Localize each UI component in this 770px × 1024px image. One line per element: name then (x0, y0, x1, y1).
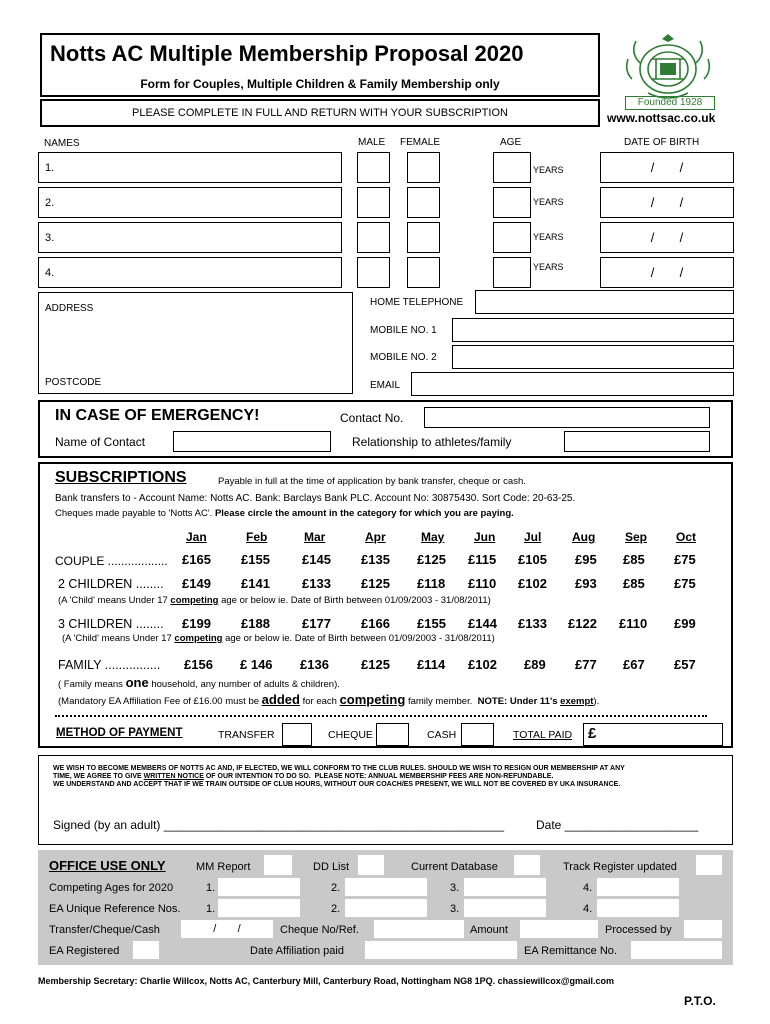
child-definition-note (58, 595, 491, 606)
ea-remittance-box[interactable] (631, 941, 722, 959)
age-box-3[interactable] (493, 222, 531, 253)
note-text: for each (299, 696, 340, 707)
contact-no-field[interactable] (424, 407, 710, 428)
address-field[interactable] (38, 292, 353, 394)
transfer-label: TRANSFER (218, 729, 275, 741)
names-header: NAMES (44, 138, 80, 149)
total-paid-field[interactable] (583, 723, 723, 746)
month-header: Apr (365, 530, 386, 544)
age-header: AGE (500, 137, 522, 148)
declaration-underlined: WRITTEN NOTICE (143, 773, 204, 780)
female-box-3[interactable] (407, 222, 440, 253)
price-cell[interactable]: £75 (674, 552, 696, 567)
cheques-payable: Cheques made payable to 'Notts AC'. (55, 508, 213, 519)
price-cell[interactable]: £93 (575, 576, 597, 591)
note-text: ( Family means (58, 679, 126, 690)
price-cell[interactable]: £118 (417, 576, 446, 591)
ea-registered-box[interactable] (133, 941, 159, 959)
years-label: YEARS (533, 262, 564, 272)
competing-ages-label: Competing Ages for 2020 (49, 882, 174, 894)
note-text: family member. (405, 696, 478, 707)
price-cell[interactable]: £114 (417, 657, 446, 672)
price-cell[interactable]: £89 (524, 657, 546, 672)
declaration-line: WE WISH TO BECOME MEMBERS OF NOTTS AC AND, IF ELECTED, WE WILL CONFORM TO THE CLUB RULES. SHOULD WE WISH TO RESIGN OUR MEMBERSHIP AT ANY (53, 765, 625, 772)
competing-age-3[interactable] (464, 878, 546, 896)
price-cell[interactable]: £102 (468, 657, 497, 672)
dob-header: DATE OF BIRTH (624, 137, 700, 148)
name-field-4[interactable] (38, 257, 342, 288)
num-label: 1. (206, 882, 216, 894)
note-text: (Mandatory EA Affiliation Fee of £16.00 must be (58, 696, 262, 707)
instruction-banner: PLEASE COMPLETE IN FULL AND RETURN WITH YOUR SUBSCRIPTION (40, 99, 600, 127)
office-use-section (38, 850, 733, 965)
month-header: Mar (304, 530, 326, 544)
date-line[interactable]: Date ____________________ (536, 818, 699, 832)
note-added: added (261, 692, 300, 707)
current-db-label: Current Database (411, 861, 498, 873)
price-cell[interactable]: £155 (417, 616, 446, 631)
price-cell[interactable]: £133 (302, 576, 331, 591)
relationship-label: Relationship to athletes/family (352, 435, 512, 449)
month-header: Jun (474, 530, 496, 544)
price-cell[interactable]: £125 (361, 657, 390, 672)
email-field[interactable] (411, 372, 734, 396)
competing-age-1[interactable] (218, 878, 300, 896)
male-box-3[interactable] (357, 222, 390, 253)
name-field-3[interactable] (38, 222, 342, 253)
mobile2-field[interactable] (452, 345, 734, 369)
bank-details: Bank transfers to - Account Name: Notts AC. Bank: Barclays Bank PLC. Account No: 30875430. Sort Code: 20-63-25. (55, 493, 576, 504)
years-label: YEARS (533, 197, 564, 207)
row-number: 4. (45, 267, 55, 279)
num-label: 4. (583, 903, 593, 915)
transfer-cheque-cash-label: Transfer/Cheque/Cash (49, 924, 160, 936)
mobile1-field[interactable] (452, 318, 734, 342)
price-cell[interactable]: £188 (241, 616, 270, 631)
declaration-section (38, 755, 733, 845)
name-field-2[interactable] (38, 187, 342, 218)
price-cell[interactable]: £125 (417, 552, 446, 567)
price-cell[interactable]: £85 (623, 576, 645, 591)
dob-field-1[interactable] (600, 152, 734, 183)
circle-instruction: Please circle the amount in the category for which you are paying. (214, 508, 514, 519)
note-text: (A 'Child' means Under 17 (58, 595, 171, 606)
month-header: Feb (246, 530, 268, 544)
row-number: 2. (45, 197, 55, 209)
subscriptions-section (38, 462, 733, 748)
ea-ref-3[interactable] (464, 899, 546, 917)
male-header: MALE (358, 137, 386, 148)
cash-checkbox[interactable] (461, 723, 494, 746)
total-paid-label: TOTAL PAID (513, 729, 573, 741)
dob-slashes: / / (650, 160, 684, 175)
page-title: Notts AC Multiple Membership Proposal 2020 (50, 41, 524, 66)
cheques-text (55, 508, 514, 519)
dob-slashes: / / (650, 230, 684, 245)
price-cell[interactable]: £57 (674, 657, 696, 672)
three-children-label: 3 CHILDREN ........ (58, 617, 164, 631)
competing-age-4[interactable] (597, 878, 679, 896)
declaration-text (53, 765, 723, 789)
postcode-label: POSTCODE (45, 377, 102, 388)
current-db-box[interactable] (514, 855, 540, 875)
month-header: Sep (625, 530, 648, 544)
processed-by-box[interactable] (684, 920, 722, 938)
female-box-4[interactable] (407, 257, 440, 288)
num-label: 3. (450, 903, 460, 915)
cheque-label: CHEQUE (328, 729, 373, 741)
price-cell[interactable]: £141 (241, 576, 270, 591)
dd-list-box[interactable] (358, 855, 384, 875)
cheque-no-label: Cheque No/Ref. (280, 924, 359, 936)
dd-list-label: DD List (313, 861, 350, 873)
num-label: 3. (450, 882, 460, 894)
dob-slashes: / / (650, 265, 684, 280)
price-cell[interactable]: £67 (623, 657, 645, 672)
price-cell[interactable]: £85 (623, 552, 645, 567)
note-competing: competing (339, 692, 406, 707)
relationship-field[interactable] (564, 431, 710, 452)
month-header: Aug (572, 530, 596, 544)
years-label: YEARS (533, 232, 564, 242)
male-box-4[interactable] (357, 257, 390, 288)
family-label: FAMILY ................ (58, 658, 161, 672)
female-box-1[interactable] (407, 152, 440, 183)
female-header: FEMALE (400, 137, 441, 148)
num-label: 2. (331, 882, 341, 894)
years-label: YEARS (533, 165, 564, 175)
month-header: Jul (524, 530, 542, 544)
child-definition-note (62, 633, 495, 644)
month-header: Oct (676, 530, 697, 544)
price-cell[interactable]: £155 (241, 552, 270, 567)
price-cell[interactable]: £102 (518, 576, 547, 591)
name-of-contact-field[interactable] (173, 431, 331, 452)
dob-field-4[interactable] (600, 257, 734, 288)
note-competing: competing (174, 633, 223, 644)
price-cell[interactable]: £125 (361, 576, 390, 591)
declaration-part: OF OUR INTENTION TO DO SO. PLEASE NOTE: ANNUAL MEMBERSHIP FEES ARE NON-REFUNDABLE. (203, 773, 554, 780)
price-cell[interactable]: £133 (518, 616, 547, 631)
price-cell[interactable]: £149 (182, 576, 211, 591)
name-field-1[interactable] (38, 152, 342, 183)
num-label: 4. (583, 882, 593, 894)
track-register-box[interactable] (696, 855, 722, 875)
price-cell[interactable]: £136 (300, 657, 329, 672)
price-cell[interactable]: £75 (674, 576, 696, 591)
payment-date-box[interactable] (181, 920, 273, 938)
male-box-1[interactable] (357, 152, 390, 183)
note-under11: NOTE: Under 11's (477, 696, 561, 707)
note-text: ). (593, 696, 600, 707)
note-text: household, any number of adults & children). (148, 679, 340, 690)
competing-age-2[interactable] (345, 878, 427, 896)
price-cell[interactable]: £199 (182, 616, 211, 631)
couple-label: COUPLE .................. (55, 554, 168, 568)
dob-slashes: / / (650, 195, 684, 210)
contact-no-label: Contact No. (340, 411, 404, 425)
ea-registered-label: EA Registered (49, 945, 120, 957)
ea-ref-label: EA Unique Reference Nos. (49, 903, 181, 915)
emergency-heading: IN CASE OF EMERGENCY! (55, 407, 260, 424)
amount-box[interactable] (520, 920, 598, 938)
price-cell[interactable]: £ 146 (240, 657, 273, 672)
family-definition-note (58, 675, 340, 690)
name-of-contact-label: Name of Contact (55, 435, 146, 449)
date-affiliation-label: Date Affiliation paid (250, 945, 344, 957)
declaration-part: TIME, WE AGREE TO GIVE (53, 773, 144, 780)
title-box (40, 33, 600, 97)
mm-report-box[interactable] (264, 855, 292, 875)
declaration-line (53, 773, 723, 781)
pound-sign: £ (588, 725, 597, 742)
num-label: 2. (331, 903, 341, 915)
signature-line[interactable]: Signed (by an adult) ___________________________________________________ (53, 818, 505, 832)
note-competing: competing (170, 595, 219, 606)
subscriptions-heading: SUBSCRIPTIONS (55, 469, 187, 486)
row-number: 1. (45, 162, 55, 174)
female-box-2[interactable] (407, 187, 440, 218)
age-box-4[interactable] (493, 257, 531, 288)
mobile2-label: MOBILE NO. 2 (370, 352, 437, 363)
price-cell[interactable]: £105 (518, 552, 547, 567)
row-number: 3. (45, 232, 55, 244)
month-header: Jan (186, 530, 207, 544)
method-of-payment-label: METHOD OF PAYMENT (56, 727, 183, 739)
transfer-checkbox[interactable] (282, 723, 312, 746)
price-cell[interactable]: £177 (302, 616, 331, 631)
note-text: age or below ie. Date of Birth between 01/09/2003 - 31/08/2011) (222, 633, 495, 644)
price-cell[interactable]: £115 (468, 552, 497, 567)
email-label: EMAIL (370, 380, 401, 391)
dob-field-2[interactable] (600, 187, 734, 218)
amount-label: Amount (470, 924, 508, 936)
dotted-divider (55, 715, 707, 717)
pto-label: P.T.O. (684, 994, 716, 1008)
male-box-2[interactable] (357, 187, 390, 218)
note-text: (A 'Child' means Under 17 (62, 633, 175, 644)
payable-text: Payable in full at the time of application by bank transfer, cheque or cash. (218, 476, 526, 487)
month-header: May (421, 530, 445, 544)
price-cell[interactable]: £110 (619, 616, 648, 631)
age-box-1[interactable] (493, 152, 531, 183)
ea-remittance-label: EA Remittance No. (524, 945, 617, 957)
ea-ref-2[interactable] (345, 899, 427, 917)
page-subtitle: Form for Couples, Multiple Children & Family Membership only (140, 77, 500, 91)
declaration-line: WE UNDERSTAND AND ACCEPT THAT IF WE TRAIN OUTSIDE OF CLUB HOURS, WITHOUT OUR COACH/ES PRESENT, WE WILL NOT BE COVERED BY UKA INSURANCE. (53, 781, 621, 788)
secretary-footer: Membership Secretary: Charlie Willcox, Notts AC, Canterbury Mill, Canterbury Road, Nottingham NG8 1PQ. chassiewillcox@gmail.com (38, 976, 614, 986)
cheque-no-box[interactable] (374, 920, 464, 938)
ea-ref-4[interactable] (597, 899, 679, 917)
note-one: one (125, 675, 149, 690)
emergency-section (38, 400, 733, 458)
age-box-2[interactable] (493, 187, 531, 218)
price-cell[interactable]: £145 (302, 552, 331, 567)
founded-banner: Founded 1928 (625, 96, 715, 110)
two-children-label: 2 CHILDREN ........ (58, 577, 164, 591)
price-cell[interactable]: £166 (361, 616, 390, 631)
price-cell[interactable]: £144 (468, 616, 497, 631)
date-slashes: / / (213, 923, 241, 935)
cheque-checkbox[interactable] (376, 723, 409, 746)
mobile1-label: MOBILE NO. 1 (370, 325, 437, 336)
home-telephone-label: HOME TELEPHONE (370, 297, 464, 308)
price-cell[interactable]: £99 (674, 616, 696, 631)
price-cell[interactable]: £95 (575, 552, 597, 567)
cash-label: CASH (427, 729, 457, 741)
note-exempt: exempt (560, 696, 594, 707)
home-telephone-field[interactable] (475, 290, 734, 314)
price-cell[interactable]: £122 (568, 616, 597, 631)
website-link[interactable]: www.nottsac.co.uk (607, 111, 716, 125)
price-cell[interactable]: £110 (468, 576, 497, 591)
price-cell[interactable]: £165 (182, 552, 211, 567)
date-affiliation-box[interactable] (365, 941, 517, 959)
ea-affiliation-note (58, 692, 599, 707)
price-cell[interactable]: £156 (184, 657, 213, 672)
ea-ref-1[interactable] (218, 899, 300, 917)
mm-report-label: MM Report (196, 861, 251, 873)
address-label: ADDRESS (45, 303, 94, 314)
track-register-label: Track Register updated (563, 861, 677, 873)
num-label: 1. (206, 903, 216, 915)
price-cell[interactable]: £77 (575, 657, 597, 672)
price-cell[interactable]: £135 (361, 552, 390, 567)
processed-by-label: Processed by (605, 924, 672, 936)
dob-field-3[interactable] (600, 222, 734, 253)
office-use-heading: OFFICE USE ONLY (49, 858, 166, 873)
note-text: age or below ie. Date of Birth between 01/09/2003 - 31/08/2011) (218, 595, 491, 606)
